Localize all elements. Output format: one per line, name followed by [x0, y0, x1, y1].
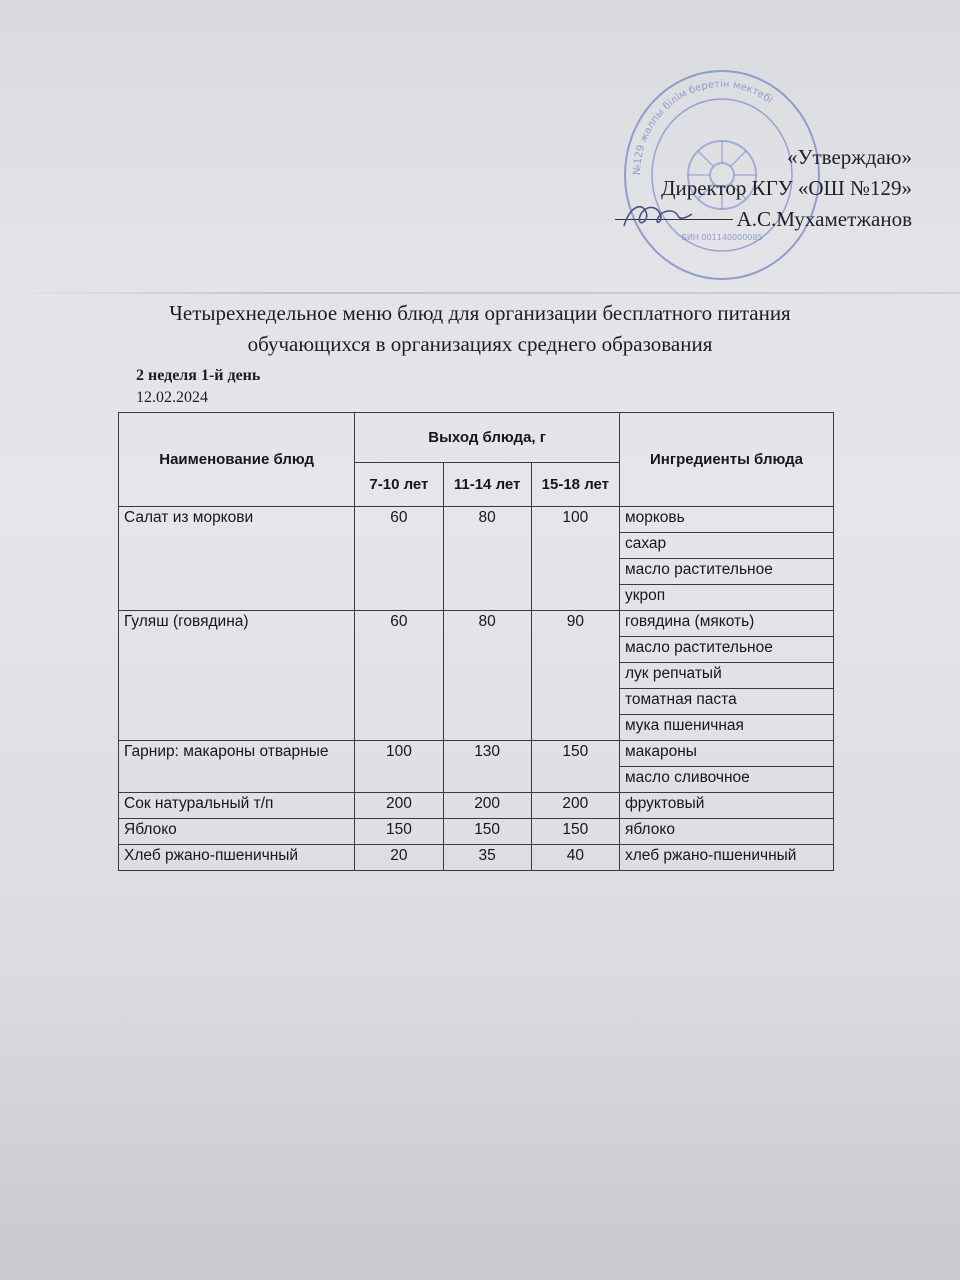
ingredient: укроп [619, 585, 833, 611]
ingredient: масло растительное [619, 559, 833, 585]
ingredient: лук репчатый [619, 663, 833, 689]
yield-7-10: 60 [355, 507, 443, 611]
title-line-1: Четырехнедельное меню блюд для организации бесплатного питания [169, 301, 791, 325]
header-dish-name: Наименование блюд [119, 413, 355, 507]
page-fold [0, 292, 960, 294]
yield-15-18: 90 [531, 611, 619, 741]
yield-15-18: 150 [531, 819, 619, 845]
yield-11-14: 200 [443, 793, 531, 819]
dish-name: Гарнир: макароны отварные [119, 741, 355, 793]
header-age-15-18: 15-18 лет [531, 463, 619, 507]
menu-table [118, 412, 834, 871]
ingredient: макароны [619, 741, 833, 767]
ingredient: сахар [619, 533, 833, 559]
header-ingredients: Ингредиенты блюда [619, 413, 833, 507]
dish-name: Салат из моркови [119, 507, 355, 611]
menu-date: 12.02.2024 [136, 389, 208, 406]
title-line-2: обучающихся в организациях среднего образования [247, 332, 713, 356]
dish-name: Гуляш (говядина) [119, 611, 355, 741]
yield-7-10: 20 [355, 845, 443, 871]
svg-text:БИН 001140000085: БИН 001140000085 [681, 233, 763, 242]
ingredient: мука пшеничная [619, 715, 833, 741]
week-day: 2 неделя 1-й день [136, 367, 261, 384]
ingredient: фруктовый [619, 793, 833, 819]
yield-11-14: 80 [443, 507, 531, 611]
table-row [119, 793, 834, 819]
ingredient: говядина (мякоть) [619, 611, 833, 637]
yield-11-14: 35 [443, 845, 531, 871]
table-row [119, 741, 834, 767]
header-age-7-10: 7-10 лет [355, 463, 443, 507]
ingredient: яблоко [619, 819, 833, 845]
ingredient: масло растительное [619, 637, 833, 663]
ingredient: масло сливочное [619, 767, 833, 793]
yield-7-10: 60 [355, 611, 443, 741]
approval-name: А.С.Мухаметжанов [736, 207, 912, 231]
yield-7-10: 150 [355, 819, 443, 845]
table-row [119, 819, 834, 845]
handwritten-signature [616, 196, 696, 236]
approval-director: Директор КГУ «ОШ №129» [661, 176, 912, 200]
dish-name: Яблоко [119, 819, 355, 845]
yield-7-10: 200 [355, 793, 443, 819]
ingredient: хлеб ржано-пшеничный [619, 845, 833, 871]
ingredient: морковь [619, 507, 833, 533]
table-row [119, 611, 834, 637]
document-title [110, 298, 850, 360]
yield-7-10: 100 [355, 741, 443, 793]
header-age-11-14: 11-14 лет [443, 463, 531, 507]
yield-11-14: 130 [443, 741, 531, 793]
yield-15-18: 100 [531, 507, 619, 611]
dish-name: Сок натуральный т/п [119, 793, 355, 819]
yield-11-14: 80 [443, 611, 531, 741]
menu-body [119, 507, 834, 871]
dish-name: Хлеб ржано-пшеничный [119, 845, 355, 871]
menu-meta [136, 365, 260, 409]
ingredient: томатная паста [619, 689, 833, 715]
yield-15-18: 200 [531, 793, 619, 819]
approval-title: «Утверждаю» [787, 145, 912, 169]
svg-text:№129 жалпы білім беретін мекте: №129 жалпы білім беретін мектебі [631, 78, 775, 176]
yield-15-18: 150 [531, 741, 619, 793]
table-row [119, 845, 834, 871]
header-yield: Выход блюда, г [355, 413, 620, 463]
yield-15-18: 40 [531, 845, 619, 871]
table-row [119, 507, 834, 533]
yield-11-14: 150 [443, 819, 531, 845]
